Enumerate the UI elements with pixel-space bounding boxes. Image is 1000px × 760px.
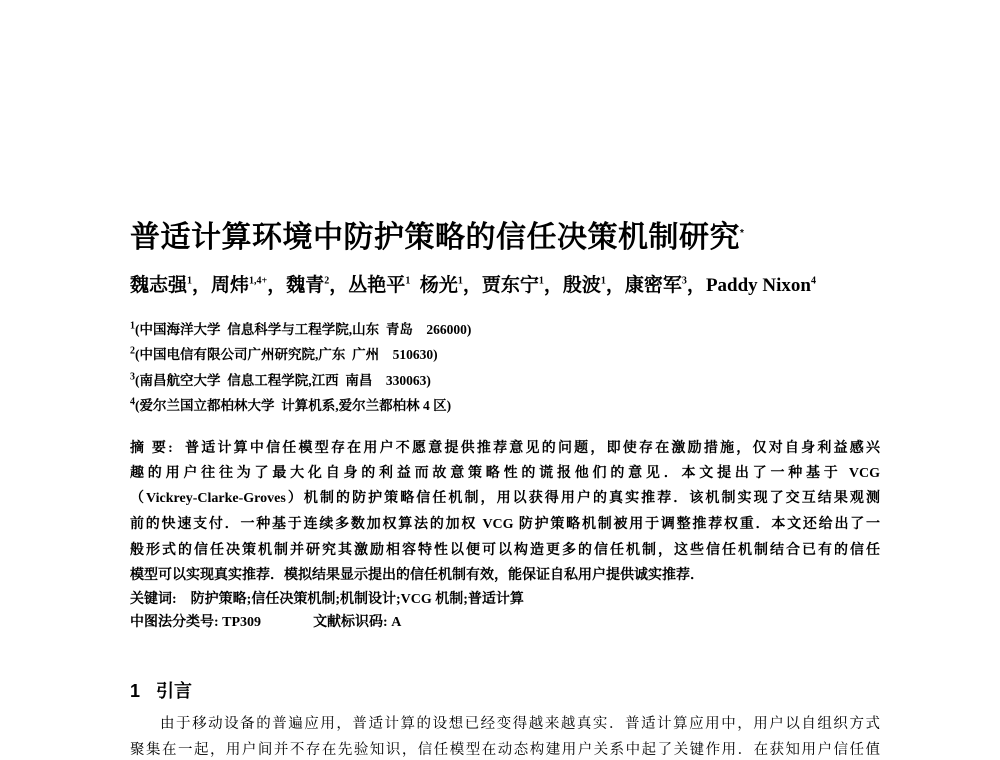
keywords [130,588,524,608]
author: 魏志强$^1$ [130,275,193,296]
abstract-line: 般形式的信任决策机制并研究其激励相容特性以便可以构造更多的信任机制，这些信任机制结合已有的信任 [130,543,880,558]
abstract-line: 前的快速支付．一种基于连续多数加权算法的加权 VCG 防护策略机制被用于调整推荐权重．本文还给出了一 [130,517,880,532]
author: 周炜$^{1,4+}$ [211,275,268,296]
affiliation: $^4$(爱尔兰国立都柏林大学 计算机系,爱尔兰都柏林 4 区) [130,396,452,413]
author: 康密军$^3$ [624,275,687,296]
abstract-line: 趣的用户往往为了最大化自身的利益而故意策略性的谎报他们的意见．本文提出了一种基于 VCG [130,466,880,481]
keywords-label: 关键词: [130,592,177,607]
author: 贾东宁$^1$ [481,275,544,296]
abstract-line: 模型可以实现真实推荐．模拟结果显示提出的信任机制有效，能保证自私用户提供诚实推荐． [130,568,704,583]
author: 丛艳平$^1$ [348,275,411,296]
author: 杨光$^1$ [419,275,463,296]
abstract-line: 摘 要: 普适计算中信任模型存在用户不愿意提供推荐意见的问题，即使存在激励措施，仅对自身利益感兴 [130,441,880,456]
keywords-value: 防护策略;信任决策机制;机制设计;VCG 机制;普适计算 [190,592,524,607]
affiliation: $^2$(中国电信有限公司广州研究院,广东 广州 510630) [130,345,438,362]
author-list: 魏志强$^1$，周炜$^{1,4+}$，魏青$^2$，丛艳平$^1$ 杨光$^1$，贾东宁$^1$，殷波$^1$，康密军$^3$，Paddy Nixon$^4$ [130,275,816,296]
author: 殷波$^1$ [562,275,606,296]
clc-value: TP309 [222,615,262,630]
abstract-label: 摘 要: [130,441,173,456]
abstract-line: （Vickrey-Clarke-Groves）机制的防护策略信任机制，用以获得用户的真实推荐．该机制实现了交互结果观测 [130,491,880,506]
author: Paddy Nixon$^4$ [705,275,816,296]
section-heading: 1 引言 [130,681,193,701]
doc-code-value: A [391,615,402,630]
classification [130,611,401,631]
body-line: 由于移动设备的普遍应用，普适计算的设想已经变得越来越真实．普适计算应用中，用户以自组织方式 [160,716,880,732]
doc-code-label: 文献标识码: [313,615,388,630]
body-line: 聚集在一起，用户间并不存在先验知识，信任模型在动态构建用户关系中起了关键作用．在获知用户信任值 [130,742,880,758]
affiliation: $^3$(南昌航空大学 信息工程学院,江西 南昌 330063) [130,371,431,388]
paper-title: 普适计算环境中防护策略的信任决策机制研究* [130,221,745,254]
title-footnote-mark: * [740,228,745,239]
affiliation: $^1$(中国海洋大学 信息科学与工程学院,山东 青岛 266000) [130,320,472,337]
clc-label: 中图法分类号: [130,615,219,630]
author: 魏青$^2$ [286,275,330,296]
